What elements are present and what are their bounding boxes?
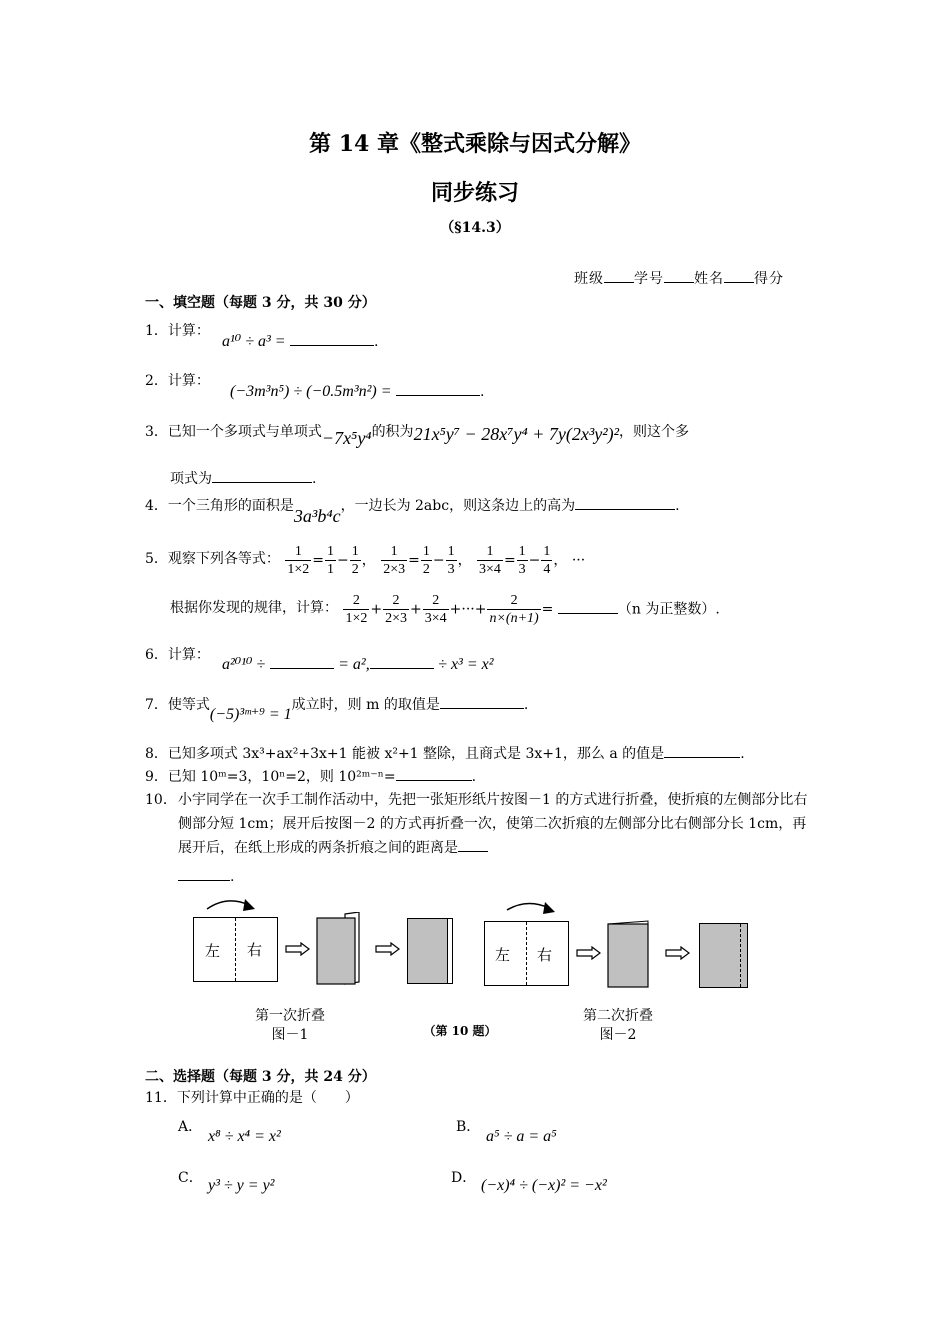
figure-note: （第 10 题） xyxy=(423,1024,497,1038)
paper-edge xyxy=(447,918,453,984)
question-text: ，则这个多 xyxy=(619,424,689,440)
option-b[interactable] xyxy=(456,1116,557,1145)
option-c[interactable] xyxy=(178,1167,275,1194)
question-prefix: 计算： xyxy=(167,647,210,663)
period: . xyxy=(523,697,529,713)
section-number: （§14.3） xyxy=(440,220,510,236)
question-number: 7． xyxy=(145,697,168,713)
option-expression: y³ ÷ y = y² xyxy=(208,1177,275,1194)
section-heading-multiple-choice: 二、选择题（每题 3 分，共 24 分） xyxy=(145,1069,376,1085)
caption-line: 第一次折叠 xyxy=(255,1008,325,1024)
math-expression: (−5)³ᵐ⁺⁹ = 1 xyxy=(209,706,292,723)
question-text: 已知一个多项式与单项式 xyxy=(167,424,322,440)
question-prefix: 计算： xyxy=(167,373,210,389)
folded-paper-2 xyxy=(699,923,748,988)
question-text: 一个三角形的面积是 xyxy=(167,498,294,514)
equals: = xyxy=(541,601,554,618)
question-number: 8． xyxy=(145,746,168,762)
period: . xyxy=(374,334,379,350)
open-paper-1 xyxy=(193,917,278,982)
comma: ， xyxy=(457,552,472,569)
question-text: 根据你发现的规律，计算： xyxy=(170,599,338,616)
folding-paper-2 xyxy=(606,918,652,990)
question-text: 使等式 xyxy=(167,697,210,713)
question-number: 6． xyxy=(145,647,168,663)
option-d[interactable] xyxy=(451,1167,607,1194)
fraction: $\frac{1}{1}$ xyxy=(327,544,335,577)
fraction: $\frac{1}{4}$ xyxy=(543,544,551,577)
curved-arrow-icon xyxy=(205,895,260,917)
question-number: 9． xyxy=(145,769,168,785)
option-a[interactable] xyxy=(178,1116,281,1145)
math-expression: a¹⁰ ÷ a³ = xyxy=(222,333,286,350)
question-note: （n 为正整数）. xyxy=(617,601,720,618)
question-prefix: 计算： xyxy=(167,323,210,339)
left-label: 左 xyxy=(205,942,221,960)
math-product: 21x⁵y⁷ − 28x⁷y⁴ + 7y(2x³y²)² xyxy=(413,424,619,444)
option-expression: a⁵ ÷ a = a⁵ xyxy=(486,1128,557,1145)
question-number: 4． xyxy=(145,498,168,514)
fraction: $\frac{1}{1\times 2}$ xyxy=(287,544,310,577)
name-label: 姓名 xyxy=(694,271,724,287)
caption-line: 第二次折叠 xyxy=(583,1008,653,1024)
caption-line: 图－2 xyxy=(599,1027,637,1043)
fold-line xyxy=(235,918,236,981)
page-title: 第 14 章《整式乘除与因式分解》 xyxy=(309,131,641,157)
period: . xyxy=(675,498,680,514)
class-label: 班级 xyxy=(574,271,604,287)
math-area: 3a³b⁴c xyxy=(293,506,341,526)
ellipsis: +···+ xyxy=(449,601,487,618)
figure-1-caption xyxy=(230,1007,350,1045)
option-label: C． xyxy=(178,1170,203,1186)
comma: ， xyxy=(553,552,568,569)
question-number: 1． xyxy=(145,323,168,339)
fraction: $\frac{2}{n\times(n+1)}$ xyxy=(489,593,539,626)
period: . xyxy=(230,869,235,885)
question-text: ，一边长为 2abc，则这条边上的高为 xyxy=(340,498,576,514)
question-text: 已知多项式 3x³+ax²+3x+1 能被 x²+1 整除，且商式是 3x+1，那么 a 的值是 xyxy=(167,746,665,762)
fraction: $\frac{2}{3\times 4}$ xyxy=(424,593,447,626)
comma: ， xyxy=(361,552,376,569)
math-expression: (−3m³n⁵) ÷ (−0.5m³n²) = xyxy=(230,383,392,400)
figure-2-caption xyxy=(558,1007,678,1045)
right-label: 右 xyxy=(537,946,553,964)
fraction: $\frac{1}{2}$ xyxy=(422,544,430,577)
curved-arrow-icon xyxy=(505,898,560,920)
fraction: $\frac{1}{2}$ xyxy=(351,544,359,577)
minus: − xyxy=(528,552,541,569)
plus: + xyxy=(370,601,383,618)
period: . xyxy=(471,769,477,785)
page-subtitle: 同步练习 xyxy=(430,180,519,206)
equals: = xyxy=(312,552,325,569)
minus: − xyxy=(432,552,445,569)
question-10-number: 10． xyxy=(145,792,177,808)
fraction: $\frac{1}{3\times 4}$ xyxy=(479,544,501,577)
number-label: 学号 xyxy=(634,271,664,287)
question-text: 项式为 xyxy=(170,471,212,487)
period: . xyxy=(480,384,485,400)
math-expression: ÷ x³ = x² xyxy=(438,656,494,673)
fraction: $\frac{2}{1\times 2}$ xyxy=(345,593,368,626)
left-label: 左 xyxy=(495,946,511,964)
question-text: 观察下列各等式： xyxy=(167,550,280,567)
question-text: 的积为 xyxy=(371,424,414,440)
section-heading-fill-blank: 一、填空题（每题 3 分，共 30 分） xyxy=(145,295,376,311)
minus: − xyxy=(337,552,349,569)
period: . xyxy=(312,471,317,487)
fraction: $\frac{1}{3}$ xyxy=(447,544,455,577)
fraction: $\frac{1}{2\times 3}$ xyxy=(383,544,406,577)
folding-paper-1 xyxy=(315,912,363,986)
caption-line: 图－1 xyxy=(271,1027,309,1043)
option-expression: (−x)⁴ ÷ (−x)² = −x² xyxy=(481,1177,607,1194)
option-expression: x⁸ ÷ x⁴ = x² xyxy=(208,1128,281,1145)
equals: = xyxy=(503,552,516,569)
right-label: 右 xyxy=(247,941,263,959)
math-expression: = a², xyxy=(338,656,370,673)
equals: = xyxy=(408,552,420,569)
folded-paper-1 xyxy=(407,918,449,984)
question-number: 5． xyxy=(145,550,168,567)
question-11 xyxy=(145,1088,359,1108)
question-text: 小宇同学在一次手工制作活动中，先把一张矩形纸片按图－1 的方式进行折叠，使折痕的左侧部分比右侧部分短 1cm；展开后按图－2 的方式再折叠一次，使第二次折痕的左侧部分比右侧部分长 1cm，再展开后，在纸上形成的两条折痕之间的距离是 xyxy=(178,792,808,856)
option-label: A． xyxy=(178,1119,203,1135)
open-paper-2 xyxy=(484,921,569,986)
period: . xyxy=(740,746,745,762)
question-text: 下列计算中正确的是（ ） xyxy=(176,1090,359,1106)
ellipsis: ··· xyxy=(571,552,586,569)
right-arrow-icon xyxy=(665,946,691,960)
math-expression: a²⁰¹⁰ ÷ xyxy=(222,656,266,673)
plus: + xyxy=(410,601,422,618)
fold-line xyxy=(526,922,527,985)
fold-line xyxy=(740,924,741,987)
right-arrow-icon xyxy=(375,942,401,956)
right-arrow-icon xyxy=(576,946,602,960)
fraction: $\frac{1}{3}$ xyxy=(518,544,526,577)
question-number: 2． xyxy=(145,373,168,389)
math-monomial: −7x⁵y⁴ xyxy=(321,428,372,448)
option-label: B． xyxy=(456,1119,481,1135)
question-number: 11． xyxy=(145,1090,177,1106)
question-text: 已知 10ᵐ=3，10ⁿ=2，则 10²ᵐ⁻ⁿ= xyxy=(167,769,396,785)
question-number: 3． xyxy=(145,424,168,440)
score-label: 得分 xyxy=(754,271,784,287)
option-label: D． xyxy=(451,1170,477,1186)
fraction: $\frac{2}{2\times 3}$ xyxy=(385,593,407,626)
right-arrow-icon xyxy=(285,942,311,956)
question-text: 成立时，则 m 的取值是 xyxy=(291,697,440,713)
